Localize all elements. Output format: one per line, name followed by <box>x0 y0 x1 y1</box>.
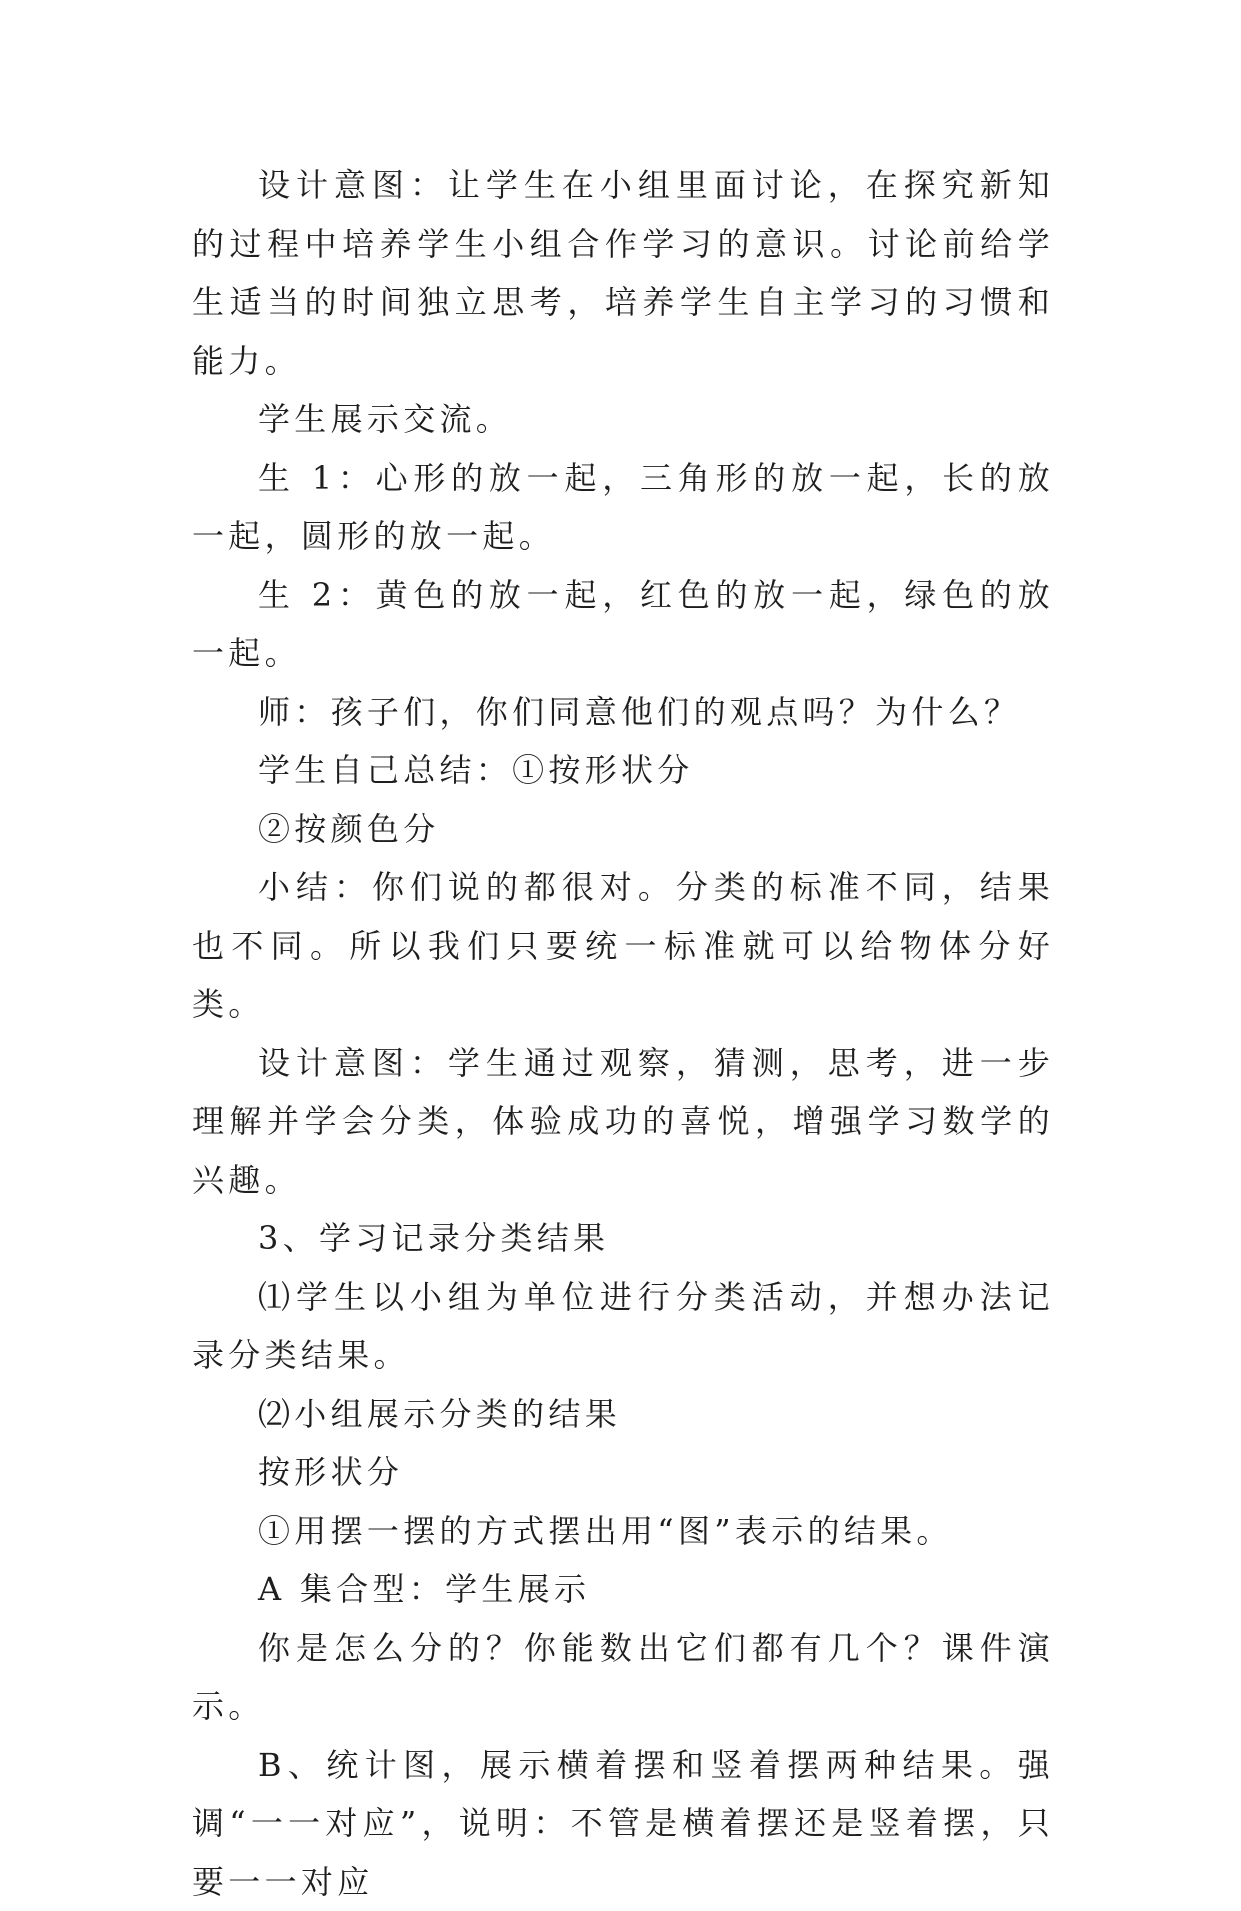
paragraph-conclusion: 小结：你们说的都很对。分类的标准不同，结果也不同。所以我们只要统一标准就可以给物体分好类。 <box>192 858 1054 1034</box>
paragraph-student-exchange: 学生展示交流。 <box>192 390 1054 449</box>
paragraph-student-summary: 学生自己总结：①按形状分 <box>192 741 1054 800</box>
paragraph-student-1: 生 1：心形的放一起，三角形的放一起，长的放一起，圆形的放一起。 <box>192 449 1054 566</box>
paragraph-group-show: ⑵小组展示分类的结果 <box>192 1385 1054 1444</box>
paragraph-set-type: A 集合型：学生展示 <box>192 1560 1054 1619</box>
document-page <box>192 156 1054 1911</box>
paragraph-statistics-chart: B、统计图，展示横着摆和竖着摆两种结果。强调“一一对应”，说明：不管是横着摆还是竖着摆，只要一一对应 <box>192 1736 1054 1911</box>
paragraph-by-shape: 按形状分 <box>192 1443 1054 1502</box>
paragraph-design-intent-2: 设计意图：学生通过观察，猜测，思考，进一步理解并学会分类，体验成功的喜悦，增强学习数学的兴趣。 <box>192 1034 1054 1210</box>
section-heading-3: 3、学习记录分类结果 <box>192 1209 1054 1268</box>
paragraph-design-intent-1: 设计意图：让学生在小组里面讨论，在探究新知的过程中培养学生小组合作学习的意识。讨论前给学生适当的时间独立思考，培养学生自主学习的习惯和能力。 <box>192 156 1054 390</box>
paragraph-group-activity: ⑴学生以小组为单位进行分类活动，并想办法记录分类结果。 <box>192 1268 1054 1385</box>
paragraph-teacher-question: 师：孩子们，你们同意他们的观点吗？为什么？ <box>192 683 1054 742</box>
paragraph-arrange-chart: ①用摆一摆的方式摆出用“图”表示的结果。 <box>192 1502 1054 1561</box>
paragraph-student-2: 生 2：黄色的放一起，红色的放一起，绿色的放一起。 <box>192 566 1054 683</box>
paragraph-by-color: ②按颜色分 <box>192 800 1054 859</box>
paragraph-how-divide: 你是怎么分的？你能数出它们都有几个？课件演示。 <box>192 1619 1054 1736</box>
